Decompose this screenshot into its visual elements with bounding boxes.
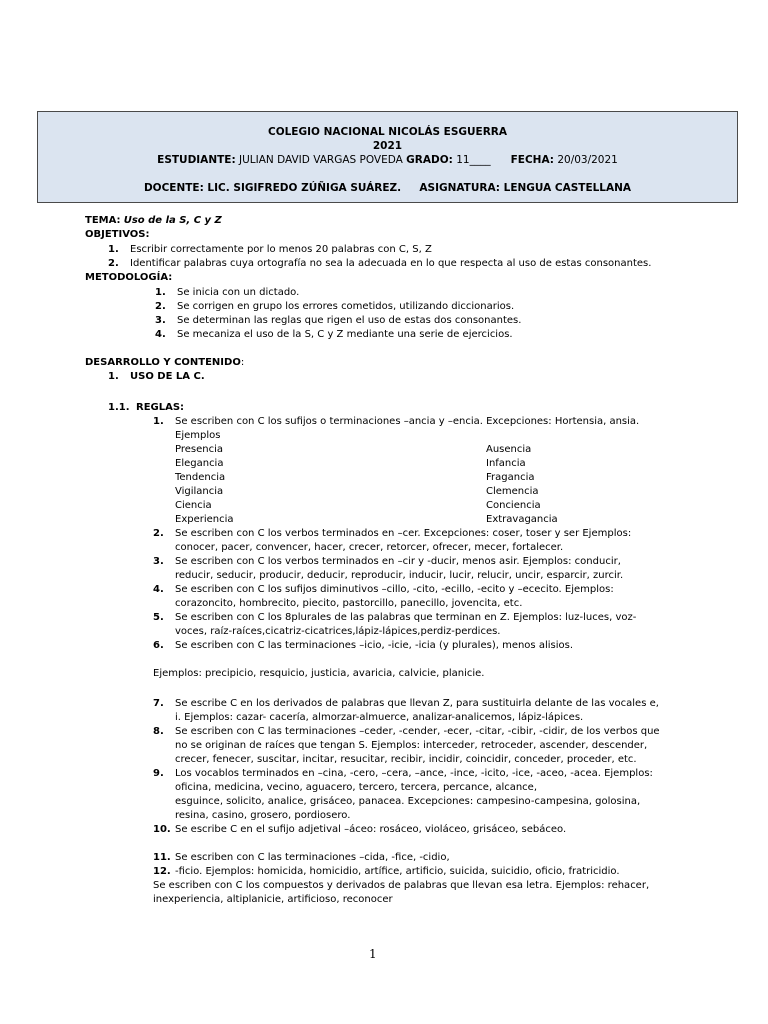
section-uso-c: 1. USO DE LA C. [108, 371, 205, 382]
grade-value: 11____ [456, 154, 491, 166]
rule-4: 4. Se escriben con C los sufijos diminutivos –cillo, -cito, -ecillo, -ecito y –ececito. Ejemplos: [153, 584, 614, 595]
metodologia-item: 1. Se inicia con un dictado. [155, 287, 300, 298]
example-word: Presencia [175, 444, 224, 455]
date-label: FECHA [510, 154, 550, 166]
rule-8-cont: no se originan de raíces que tengan S. Ejemplos: interceder, retroceder, ascender, descender, [175, 740, 648, 751]
header-box [37, 111, 738, 203]
final-rule: Se escriben con C los compuestos y derivados de palabras que llevan esa letra. Ejemplos: rehacer, [153, 880, 650, 891]
metodologia-item: 4. Se mecaniza el uso de la S, C y Z mediante una serie de ejercicios. [155, 329, 513, 340]
example-word: Tendencia [175, 472, 226, 483]
student-value: JULIAN DAVID VARGAS POVEDA [238, 154, 403, 166]
final-rule-cont: inexperiencia, altiplanicie, artificioso, reconocer [153, 894, 393, 905]
teacher-subject-line [38, 181, 737, 195]
rule-9: 9. Los vocablos terminados en –cina, -cero, –cera, –ance, -ince, -icito, -ice, -aceo, -acea. Ejemplos: [153, 768, 653, 779]
rule-12: 12. -ficio. Ejemplos: homicida, homicidio, artífice, artificio, suicida, suicidio, oficio, fratricidio. [153, 866, 620, 877]
rule-5: 5. Se escriben con C los 8plurales de las palabras que terminan en Z. Ejemplos: luz-luces, voz- [153, 612, 637, 623]
metodologia-label: METODOLOGÍA: [85, 272, 173, 283]
rule-5-cont: voces, raíz-raíces,cicatriz-cicatrices,lápiz-lápices,perdiz-perdices. [175, 626, 501, 637]
desarrollo-label: DESARROLLO Y CONTENIDO: [85, 357, 245, 368]
date-value: 20/03/2021 [557, 154, 618, 166]
subject-line: ASIGNATURA: LENGUA CASTELLANA [419, 182, 632, 194]
grade-label: GRADO [406, 154, 449, 166]
objetivos-label: OBJETIVOS: [85, 229, 150, 240]
rule-2-cont: conocer, pacer, convencer, hacer, crecer, retorcer, ofrecer, mecer, fortalecer. [175, 542, 564, 553]
tema-value: Uso de la S, C y Z [123, 215, 222, 226]
example-word: Conciencia [486, 500, 541, 511]
example-word: Vigilancia [175, 486, 224, 497]
rule-8-cont: crecer, fenecer, suscitar, incitar, resucitar, recibir, incidir, coincidir, conceder, proceder, etc. [175, 754, 637, 765]
school-year: 2021 [372, 140, 403, 152]
rule-3-cont: reducir, seducir, producir, deducir, reproducir, inducir, lucir, relucir, uncir, esparcir, zurcir. [175, 570, 624, 581]
rule-6-examples: Ejemplos: precipicio, resquicio, justicia, avaricia, calvicie, planicie. [153, 668, 485, 679]
rule-9-cont: oficina, medicina, vecino, aguacero, tercero, tercera, percance, alcance, [175, 782, 538, 793]
example-word: Extravagancia [486, 514, 558, 525]
student-label: ESTUDIANTE [157, 154, 232, 166]
objetivo-item: 1. Escribir correctamente por lo menos 20 palabras con C, S, Z [108, 244, 432, 255]
teacher-line: DOCENTE: LIC. SIGIFREDO ZÚÑIGA SUÁREZ. [143, 182, 402, 194]
rule-9-cont: resina, casino, grosero, pordiosero. [175, 810, 351, 821]
rule-6: 6. Se escriben con C las terminaciones –icio, -icie, -icia (y plurales), menos alisios. [153, 640, 573, 651]
rule-7: 7. Se escribe C en los derivados de palabras que llevan Z, para sustituirla delante de las vocales e, [153, 698, 659, 709]
rule-4-cont: corazoncito, hombrecito, piecito, pastorcillo, panecillo, jovencita, etc. [175, 598, 523, 609]
example-word: Ciencia [175, 500, 212, 511]
ejemplos-label: Ejemplos [175, 430, 221, 441]
metodologia-item: 2. Se corrigen en grupo los errores cometidos, utilizando diccionarios. [155, 301, 515, 312]
tema-line: TEMA: Uso de la S, C y Z [85, 215, 222, 226]
example-word: Ausencia [486, 444, 532, 455]
rule-8: 8. Se escriben con C las terminaciones –ceder, -cender, -ecer, -citar, -cibir, -cidir, de los verbos que [153, 726, 660, 737]
section-reglas: 1.1. REGLAS: [108, 402, 185, 413]
example-word: Clemencia [486, 486, 539, 497]
example-word: Elegancia [175, 458, 224, 469]
example-word: Infancia [486, 458, 526, 469]
objetivo-item: 2. Identificar palabras cuya ortografía no sea la adecuada en lo que respecta al uso de estas consonantes. [108, 258, 652, 269]
rule-7-cont: i. Ejemplos: cazar- cacería, almorzar-almuerce, analizar-analicemos, lápiz-lápices. [175, 712, 584, 723]
rule-9-cont: esguince, solicito, analice, grisáceo, panacea. Excepciones: campesino-campesina, golosina, [175, 796, 641, 807]
metodologia-item: 3. Se determinan las reglas que rigen el uso de estas dos consonantes. [155, 315, 522, 326]
rule-2: 2. Se escriben con C los verbos terminados en –cer. Excepciones: coser, toser y ser Ejemplos: [153, 528, 632, 539]
example-word: Experiencia [175, 514, 234, 525]
tema-label: TEMA [85, 215, 117, 226]
page-number: 1 [369, 947, 377, 961]
student-line: ESTUDIANTE: JULIAN DAVID VARGAS POVEDA GRADO: 11____ FECHA: 20/03/2021 [157, 154, 618, 166]
school-name: COLEGIO NACIONAL NICOLÁS ESGUERRA [267, 126, 508, 138]
rule-10: 10. Se escribe C en el sufijo adjetival –áceo: rosáceo, violáceo, grisáceo, sebáceo. [153, 824, 567, 835]
rule-1: 1. Se escriben con C los sufijos o terminaciones –ancia y –encia. Excepciones: Hortensia, ansia. [153, 416, 640, 427]
rule-3: 3. Se escriben con C los verbos terminados en –cir y -ducir, menos asir. Ejemplos: conducir, [153, 556, 621, 567]
rule-11: 11. Se escriben con C las terminaciones –cida, -fice, -cidio, [153, 852, 450, 863]
example-word: Fragancia [486, 472, 535, 483]
